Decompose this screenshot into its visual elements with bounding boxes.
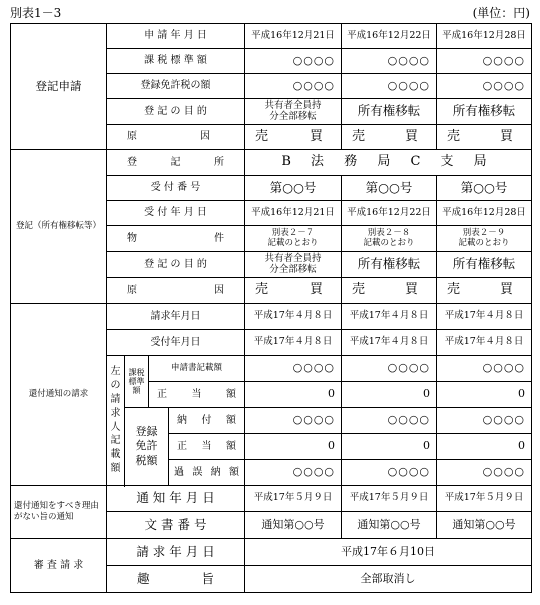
row-label: 原因 <box>107 278 245 304</box>
cell-value: 別表２－９ 記載のとおり <box>437 226 532 252</box>
cell-value: 売買 <box>342 125 437 150</box>
cell-value: 通知第○○号 <box>342 512 437 539</box>
cell-value-merged: 全部取消し <box>245 566 532 593</box>
cell-value: ○○○○ <box>342 408 437 434</box>
main-table <box>10 23 532 593</box>
cell-value: 平成17年４月８日 <box>342 330 437 356</box>
cell-value: 売買 <box>437 278 532 304</box>
cell-value: ○○○○ <box>245 49 342 74</box>
row-label: 請 求 年 月 日 <box>107 539 245 566</box>
table-row <box>11 486 532 512</box>
cell-value: ○○○○ <box>437 408 532 434</box>
cell-value: ○○○○ <box>342 49 437 74</box>
cell-value: 第○○号 <box>342 176 437 201</box>
table-row <box>11 24 532 49</box>
cell-value: 第○○号 <box>437 176 532 201</box>
row-label: 過誤納額 <box>169 460 245 486</box>
cell-value-merged: B 法 務 局 C 支 局 <box>245 150 532 176</box>
row-label: 受 付 番 号 <box>107 176 245 201</box>
row-label: 登 記 の 目 的 <box>107 252 245 278</box>
cell-value: 所有権移転 <box>437 99 532 125</box>
cell-value: ○○○○ <box>245 356 342 382</box>
cell-value-merged: 平成17年６月10日 <box>245 539 532 566</box>
cell-value: 別表２－８ 記載のとおり <box>342 226 437 252</box>
kazei-label: 課税標準額 <box>125 356 149 408</box>
cell-value: 通知第○○号 <box>245 512 342 539</box>
row-label: 正当額 <box>149 382 245 408</box>
section-label-shinsa: 審 査 請 求 <box>11 539 107 593</box>
cell-value: 平成17年４月８日 <box>437 330 532 356</box>
row-label: 原因 <box>107 125 245 150</box>
cell-value: 所有権移転 <box>342 99 437 125</box>
cell-value: 平成17年５月９日 <box>245 486 342 512</box>
cell-value: ○○○○ <box>245 74 342 99</box>
row-label: 納付額 <box>169 408 245 434</box>
row-label: 文 書 番 号 <box>107 512 245 539</box>
cell-value: 平成16年12月28日 <box>437 24 532 49</box>
cell-value: 平成16年12月21日 <box>245 201 342 226</box>
cell-value: 所有権移転 <box>342 252 437 278</box>
cell-value: ○○○○ <box>245 408 342 434</box>
cell-value: ○○○○ <box>342 74 437 99</box>
cell-value: 平成17年４月８日 <box>245 330 342 356</box>
cell-value: 0 <box>245 434 342 460</box>
cell-value: 所有権移転 <box>437 252 532 278</box>
row-label: 通 知 年 月 日 <box>107 486 245 512</box>
cell-value: 売買 <box>342 278 437 304</box>
cell-value: 平成16年12月22日 <box>342 24 437 49</box>
cell-value: 売買 <box>437 125 532 150</box>
row-label: 課 税 標 準 額 <box>107 49 245 74</box>
cell-value: 0 <box>342 382 437 408</box>
table-row <box>11 539 532 566</box>
cell-value: ○○○○ <box>437 49 532 74</box>
cell-value: 平成16年12月28日 <box>437 201 532 226</box>
row-label: 登録免許税の額 <box>107 74 245 99</box>
row-label: 請求年月日 <box>107 304 245 330</box>
cell-value: 0 <box>245 382 342 408</box>
row-label: 正当額 <box>169 434 245 460</box>
cell-value: 通知第○○号 <box>437 512 532 539</box>
cell-value: 第○○号 <box>245 176 342 201</box>
cell-value: ○○○○ <box>437 356 532 382</box>
cell-value: 共有者全員持 分全部移転 <box>245 99 342 125</box>
unit-label: (単位：円) <box>472 6 530 20</box>
row-label: 趣旨 <box>107 566 245 593</box>
cell-value: ○○○○ <box>437 74 532 99</box>
table-row <box>11 304 532 330</box>
cell-value: 平成16年12月22日 <box>342 201 437 226</box>
section-label-kanpu: 還付通知の請求 <box>11 304 107 486</box>
table-number: 別表1－3 <box>10 6 62 20</box>
row-label: 物件 <box>107 226 245 252</box>
row-label: 登記所 <box>107 150 245 176</box>
cell-value: 平成17年５月９日 <box>342 486 437 512</box>
cell-value: 平成17年５月９日 <box>437 486 532 512</box>
row-label: 申 請 年 月 日 <box>107 24 245 49</box>
cell-value: 0 <box>437 434 532 460</box>
cell-value: 0 <box>437 382 532 408</box>
cell-value: ○○○○ <box>245 460 342 486</box>
menkyo-label: 登録免許税額 <box>125 408 169 486</box>
cell-value: ○○○○ <box>342 356 437 382</box>
row-label: 受 付 年 月 日 <box>107 201 245 226</box>
cell-value: 0 <box>342 434 437 460</box>
row-label: 申請書記載額 <box>149 356 245 382</box>
side-label-seikyunin: 左の請求人記載額 <box>107 356 125 486</box>
cell-value: 平成17年４月８日 <box>437 304 532 330</box>
cell-value: ○○○○ <box>342 460 437 486</box>
cell-value: ○○○○ <box>437 460 532 486</box>
cell-value: 平成17年４月８日 <box>342 304 437 330</box>
cell-value: 平成17年４月８日 <box>245 304 342 330</box>
cell-value: 平成16年12月21日 <box>245 24 342 49</box>
row-label: 受付年月日 <box>107 330 245 356</box>
cell-value: 売買 <box>245 125 342 150</box>
cell-value: 共有者全員持 分全部移転 <box>245 252 342 278</box>
section-label-touki-shinsei: 登記申請 <box>11 24 107 150</box>
table-row <box>11 150 532 176</box>
section-label-tsuchi: 還付通知をすべき理由がない旨の通知 <box>11 486 107 539</box>
cell-value: 別表２－７ 記載のとおり <box>245 226 342 252</box>
row-label: 登 記 の 目 的 <box>107 99 245 125</box>
section-label-touki-shoyu: 登記（所有権移転等） <box>11 150 107 304</box>
cell-value: 売買 <box>245 278 342 304</box>
